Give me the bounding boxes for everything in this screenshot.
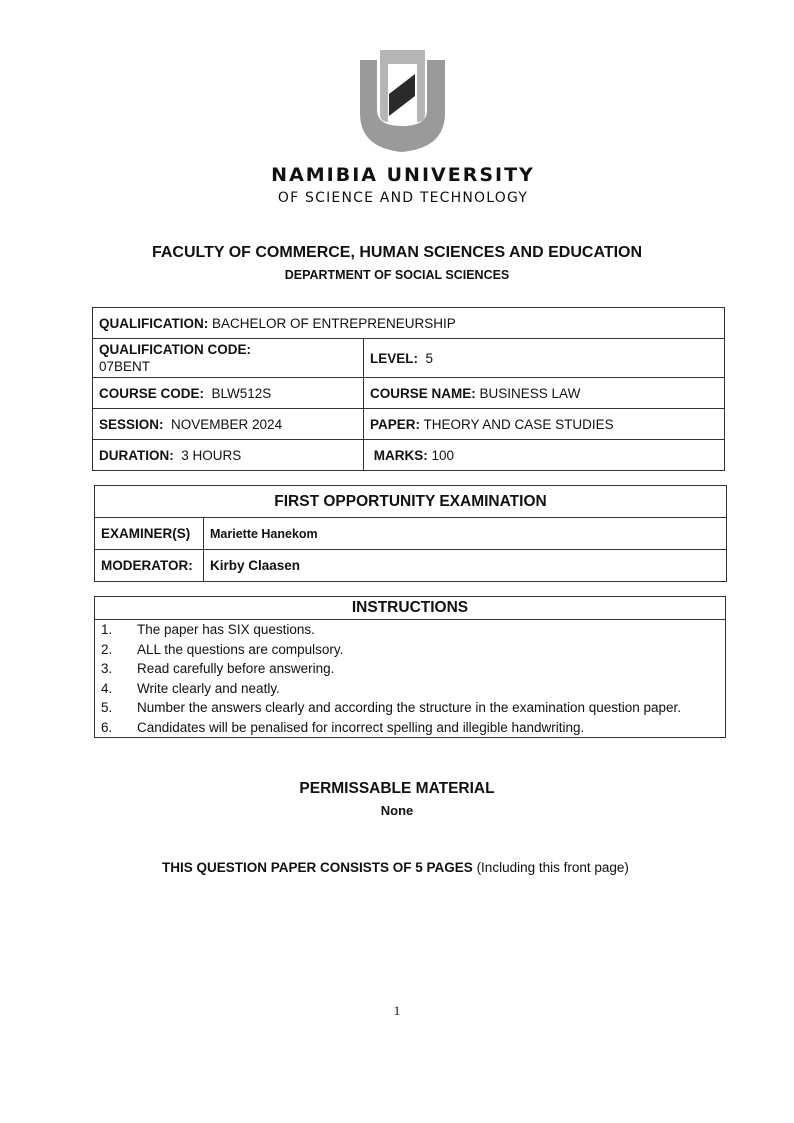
instruction-number: 1. [101,622,113,637]
permissable-material-title: PERMISSABLE MATERIAL [299,780,495,797]
instruction-item [95,718,725,738]
instruction-text: Read carefully before answering. [137,661,335,676]
page-count-note: THIS QUESTION PAPER CONSISTS OF 5 PAGES (Including this front page) [162,860,629,875]
instruction-item [95,620,725,640]
exam-title: FIRST OPPORTUNITY EXAMINATION [95,486,727,518]
level-cell: LEVEL: 5 [364,339,725,378]
instruction-item [95,640,725,660]
course-details-table [92,307,725,471]
instruction-text: The paper has SIX questions. [137,622,315,637]
session-cell: SESSION: NOVEMBER 2024 [93,409,364,440]
instructions-title: INSTRUCTIONS [95,597,725,620]
instruction-item [95,698,725,718]
instruction-number: 3. [101,661,113,676]
university-subtitle: OF SCIENCE AND TECHNOLOGY [277,190,529,206]
course-code-cell: COURSE CODE: BLW512S [93,378,364,409]
university-logo-icon [355,48,450,153]
instruction-text: ALL the questions are compulsory. [137,641,344,657]
instruction-item [95,659,725,679]
duration-cell: DURATION: 3 HOURS [93,440,364,471]
examiner-label: EXAMINER(S) [95,518,204,550]
marks-cell: MARKS: 100 [364,440,725,471]
instructions-list [95,620,725,737]
instruction-text: Number the answers clearly and according the structure in the examination question paper. [137,700,682,715]
qualification-cell: QUALIFICATION: BACHELOR OF ENTREPRENEURSHIP [93,308,725,339]
instructions-box [94,596,726,738]
paper-cell: PAPER: THEORY AND CASE STUDIES [364,409,725,440]
moderator-label: MODERATOR: [95,550,204,582]
moderator-name: Kirby Claasen [204,550,727,582]
instruction-text: Write clearly and neatly. [137,680,280,696]
department-title: DEPARTMENT OF SOCIAL SCIENCES [284,268,510,282]
course-name-cell: COURSE NAME: BUSINESS LAW [364,378,725,409]
page-number: 1 [393,1003,401,1018]
university-name: NAMIBIA UNIVERSITY [271,164,535,186]
qual-code-cell: QUALIFICATION CODE: 07BENT [93,339,364,378]
examination-table [94,485,727,582]
instruction-text: Candidates will be penalised for incorrect spelling and illegible handwriting. [137,719,585,735]
instruction-item [95,679,725,699]
instruction-number: 6. [101,719,113,735]
instruction-number: 2. [101,641,113,657]
examiner-name: Mariette Hanekom [204,518,727,550]
permissable-material-value: None [380,803,414,818]
instruction-number: 5. [101,700,113,715]
instruction-number: 4. [101,680,113,696]
faculty-title: FACULTY OF COMMERCE, HUMAN SCIENCES AND EDUCATION [151,244,643,261]
